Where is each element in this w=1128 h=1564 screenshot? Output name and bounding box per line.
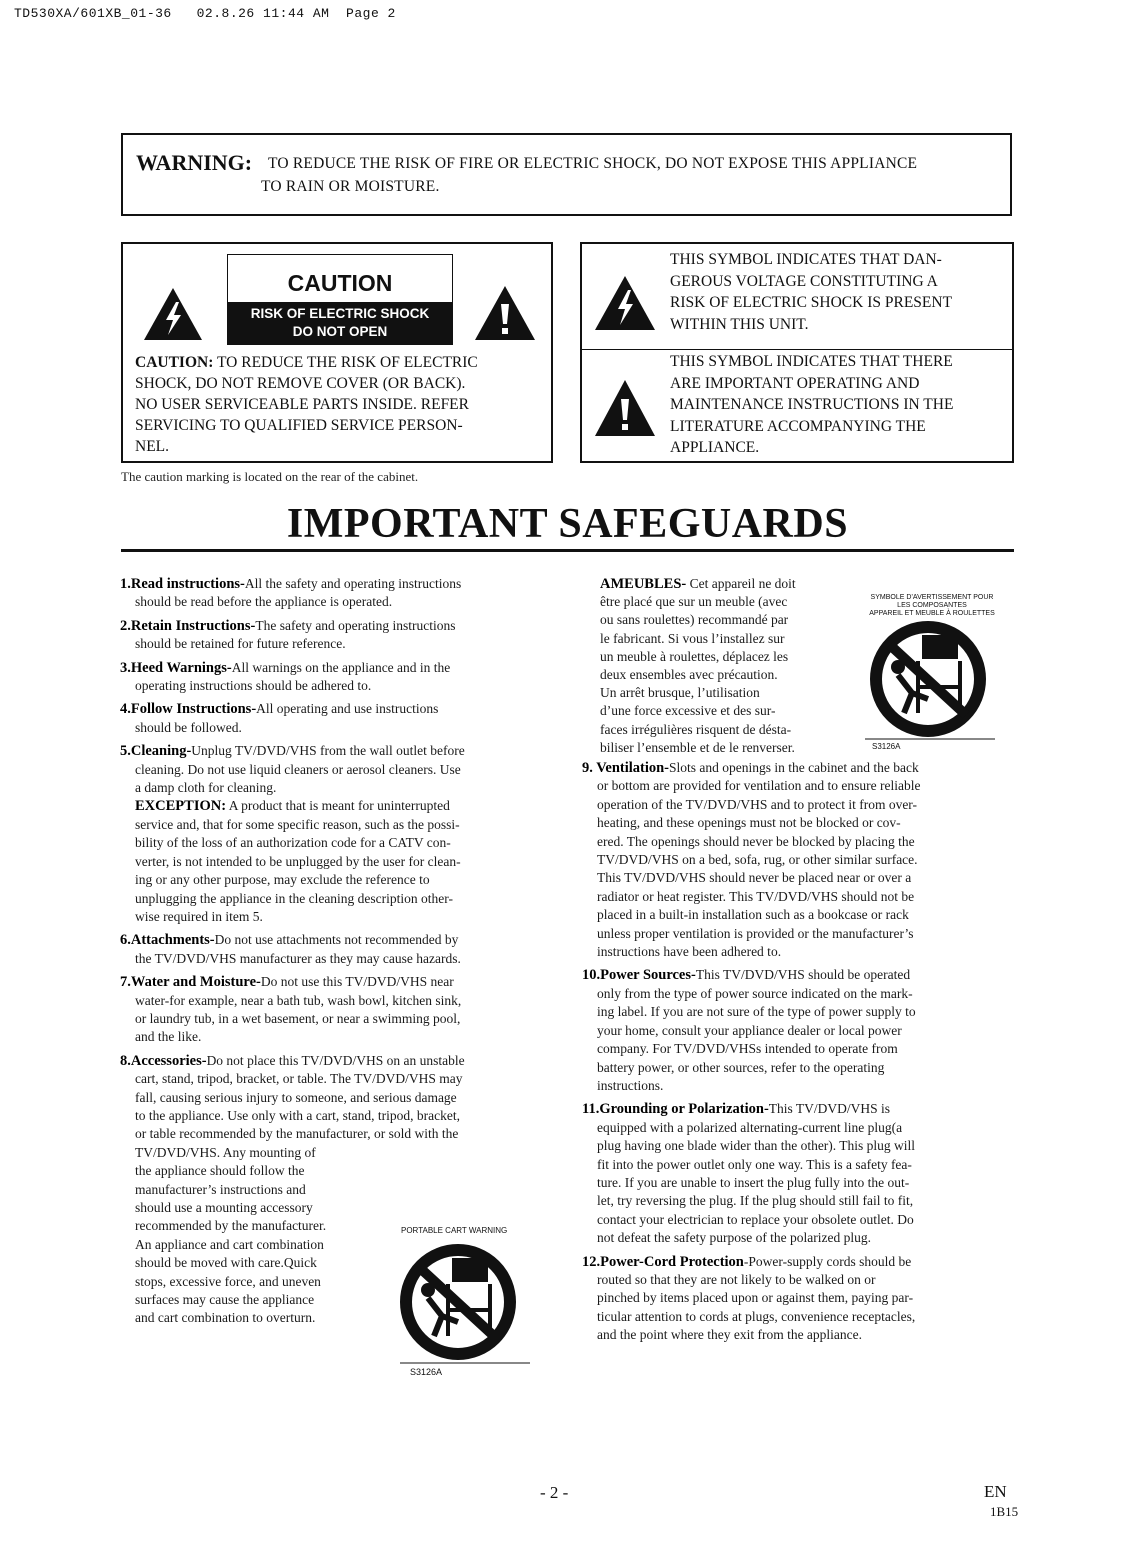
item-11-line: ture. If you are unable to insert the plug fully into the out- (597, 1174, 910, 1190)
item-9-line: placed in a built-in installation such as a bookcase or rack (597, 907, 909, 923)
caution-text-lead: CAUTION: (135, 354, 214, 371)
instructions-line-1: THIS SYMBOL INDICATES THAT THERE (670, 353, 953, 370)
item-6-heading: 6.Attachments- (120, 932, 215, 949)
item-11-line: not defeat the safety purpose of the polarized plug. (597, 1230, 872, 1246)
safeguard-item-10 (582, 966, 1022, 1095)
item-4-line: All operating and use instructions (256, 701, 439, 717)
safeguard-item-3 (120, 659, 560, 696)
item-9-line: unless proper ventilation is provided or the manufacturer’s (597, 925, 914, 941)
item-8-heading: 8.Accessories- (120, 1052, 207, 1069)
item-1-line: should be read before the appliance is operated. (135, 594, 393, 610)
french-line: Un arrêt brusque, l’utilisation (600, 685, 760, 701)
safeguard-item-12 (582, 1253, 1022, 1345)
caution-label (227, 254, 453, 345)
item-2-line: should be retained for future reference. (135, 636, 346, 652)
safeguard-item-1 (120, 575, 560, 612)
exclamation-triangle-icon (593, 378, 657, 438)
item-5-line: cleaning. Do not use liquid cleaners or aerosol cleaners. Use (135, 761, 461, 777)
item-11-line: plug having one blade wider than the other). This plug will (597, 1138, 916, 1154)
page-number: - 2 - (540, 1483, 569, 1502)
item-5-heading: 5.Cleaning- (120, 743, 192, 760)
symbol-divider (582, 349, 1012, 350)
warning-box (121, 133, 1012, 216)
french-figure-code: S3126A (872, 742, 901, 751)
item-6-line: Do not use attachments not recommended by (214, 932, 459, 948)
cart-warning-icon (400, 1238, 535, 1378)
item-10-line: ing label. If you are not sure of the type of power supply to (597, 1004, 916, 1020)
exception-line: verter, is not intended to be unplugged by the user for clean- (135, 853, 461, 869)
caution-text (135, 352, 545, 457)
item-8-line: should be moved with care.Quick (135, 1255, 317, 1271)
exception-line: bility of the loss of an authorization code for a CATV con- (135, 835, 451, 851)
item-9-line: This TV/DVD/VHS should never be placed near or over a (597, 870, 912, 886)
caution-label-band (228, 302, 452, 344)
french-line: deux ensembles avec précaution. (600, 667, 778, 683)
voltage-symbol-text (670, 249, 1010, 335)
instructions-line-4: LITERATURE ACCOMPANYING THE (670, 417, 926, 435)
caution-label-title: CAUTION (287, 270, 393, 296)
voltage-line-2: GEROUS VOLTAGE CONSTITUTING A (670, 272, 938, 290)
language-code: EN (984, 1482, 1007, 1501)
item-4-line: should be followed. (135, 719, 242, 735)
french-line: ou sans roulettes) recommandé par (600, 612, 789, 628)
item-10-line: This TV/DVD/VHS should be operated (695, 967, 911, 983)
item-7-line: and the like. (135, 1029, 202, 1045)
exception-line: wise required in item 5. (135, 908, 263, 924)
lightning-triangle-icon (142, 286, 204, 342)
french-line: être placé que sur un meuble (avec (600, 594, 788, 610)
french-line: biliser l’ensemble et de le renverser. (600, 739, 795, 755)
item-8-line: or table recommended by the manufacturer, or sold with the (135, 1126, 459, 1142)
item-3-heading: 3.Heed Warnings- (120, 659, 232, 676)
warning-lead: WARNING: (136, 150, 253, 175)
item-8-line: the appliance should follow the (135, 1163, 305, 1179)
item-5-line: a damp cloth for cleaning. (135, 780, 277, 796)
item-9-line: operation of the TV/DVD/VHS and to protect it from over- (597, 796, 918, 812)
item-5-line: Unplug TV/DVD/VHS from the wall outlet before (191, 743, 465, 759)
item-8-line: should use a mounting accessory (135, 1200, 313, 1215)
item-7-line: Do not use this TV/DVD/VHS near (260, 974, 454, 990)
french-cart-warning-icon (860, 615, 995, 755)
item-11-line: contact your electrician to replace your obsolete outlet. Do (597, 1211, 914, 1227)
document-code: 1B15 (990, 1504, 1019, 1519)
french-cart-warning (600, 575, 845, 757)
item-10-line: your home, consult your appliance dealer or local power (597, 1022, 902, 1038)
caution-band-line-2: DO NOT OPEN (292, 324, 388, 339)
right-column (582, 759, 1022, 1350)
item-8-line: cart, stand, tripod, bracket, or table. The TV/DVD/VHS may (135, 1071, 463, 1087)
item-9-line: radiator or heat register. This TV/DVD/VHS should not be (597, 888, 915, 904)
item-12-heading: 12.Power-Cord Protection (582, 1253, 744, 1270)
item-8-line: TV/DVD/VHS. Any mounting of (135, 1144, 316, 1160)
exception-heading: EXCEPTION: (135, 798, 227, 815)
item-8-line: Do not place this TV/DVD/VHS on an unstable (206, 1052, 465, 1068)
caution-box (121, 242, 553, 463)
item-8-line: manufacturer’s instructions and (135, 1181, 306, 1197)
safeguard-item-7 (120, 973, 560, 1047)
item-9-line: Slots and openings in the cabinet and the back (669, 760, 919, 775)
item-11-line: let, try reversing the plug. If the plug should still fail to fit, (597, 1193, 914, 1209)
french-caption-line: APPAREIL ET MEUBLE À ROULETTES (869, 610, 995, 617)
item-12-line: ticular attention to cords at plugs, convenience receptacles, (597, 1308, 916, 1324)
exception-line: A product that is meant for uninterrupted (228, 798, 450, 814)
french-line: faces irrégulières risquent de désta- (600, 721, 792, 737)
voltage-line-1: THIS SYMBOL INDICATES THAT DAN- (670, 251, 942, 268)
warning-line-1: TO REDUCE THE RISK OF FIRE OR ELECTRIC SHOCK, DO NOT EXPOSE THIS APPLIANCE (268, 155, 918, 172)
french-line: d’une force excessive et des sur- (600, 703, 776, 719)
french-line: le fabricant. Si vous l’installez sur (600, 630, 785, 646)
title-rule (121, 549, 1014, 552)
instructions-line-3: MAINTENANCE INSTRUCTIONS IN THE (670, 396, 954, 413)
item-8-line: and cart combination to overturn. (135, 1310, 316, 1326)
safeguard-item-11 (582, 1100, 1022, 1247)
item-9-line: TV/DVD/VHS on a bed, sofa, rug, or other similar surface. (597, 852, 918, 868)
cart-warning-caption: PORTABLE CART WARNING (401, 1226, 508, 1235)
exclamation-triangle-icon (473, 284, 537, 342)
item-3-line: operating instructions should be adhered to. (135, 678, 372, 694)
french-caption-line: LES COMPOSANTES (897, 602, 967, 609)
warning-line-2: TO RAIN OR MOISTURE. (261, 178, 440, 195)
item-8-line: fall, causing serious injury to someone, and serious damage (135, 1089, 457, 1105)
item-8-line: surfaces may cause the appliance (135, 1292, 315, 1308)
item-7-line: water-for example, near a bath tub, wash bowl, kitchen sink, (135, 992, 462, 1008)
item-9-heading: 9. Ventilation- (582, 760, 670, 776)
item-11-line: equipped with a polarized alternating-current line plug(a (597, 1119, 903, 1135)
instructions-line-5: APPLIANCE. (670, 439, 760, 456)
french-line: un meuble à roulettes, déplacez les (600, 648, 789, 664)
item-10-line: only from the type of power source indicated on the mark- (597, 985, 913, 1001)
caution-note: The caution marking is located on the rear of the cabinet. (121, 469, 419, 484)
item-4-heading: 4.Follow Instructions- (120, 701, 257, 718)
item-7-heading: 7.Water and Moisture- (120, 974, 261, 991)
item-6-line: the TV/DVD/VHS manufacturer as they may cause hazards. (135, 950, 461, 966)
item-11-line: fit into the power outlet only one way. This is a safety fea- (597, 1156, 912, 1172)
item-10-line: battery power, or other sources, refer to the operating (597, 1059, 885, 1075)
item-12-line: and the point where they exit from the appliance. (597, 1327, 863, 1343)
item-11-heading: 11.Grounding or Polarization- (582, 1101, 769, 1118)
caution-text-line-5: NEL. (135, 438, 170, 455)
french-heading: AMEUBLES- (600, 576, 687, 592)
item-12-line: -Power-supply cords should be (743, 1253, 912, 1269)
instructions-symbol-text (670, 351, 1010, 459)
cart-figure-code: S3126A (410, 1367, 443, 1377)
item-10-line: instructions. (597, 1077, 664, 1093)
exception-line: ing or any other purpose, may exclude the reference to (135, 872, 430, 888)
exception-line: service and, that for some specific reason, such as the possi- (135, 816, 460, 832)
caution-text-line-2: SHOCK, DO NOT REMOVE COVER (OR BACK). (135, 375, 466, 392)
page-title: IMPORTANT SAFEGUARDS (286, 501, 849, 547)
caution-text-line-3: NO USER SERVICEABLE PARTS INSIDE. REFER (135, 396, 469, 413)
item-3-line: All warnings on the appliance and in the (231, 659, 451, 675)
print-header: TD530XA/601XB_01-36 02.8.26 11:44 AM Page 2 (14, 6, 396, 21)
item-10-heading: 10.Power Sources- (582, 967, 696, 984)
safeguard-item-6 (120, 931, 560, 968)
caution-text-line-4: SERVICING TO QUALIFIED SERVICE PERSON- (135, 417, 463, 434)
item-2-line: The safety and operating instructions (255, 617, 456, 633)
item-2-heading: 2.Retain Instructions- (120, 617, 256, 634)
symbol-explanation-box (580, 242, 1014, 463)
instructions-line-2: ARE IMPORTANT OPERATING AND (670, 374, 920, 392)
item-8-line: to the appliance. Use only with a cart, stand, tripod, bracket, (135, 1107, 461, 1123)
item-8-line: stops, excessive force, and uneven (135, 1273, 321, 1289)
item-10-line: company. For TV/DVD/VHSs intended to operate from (597, 1041, 898, 1057)
item-9-line: instructions have been adhered to. (597, 944, 782, 960)
item-7-line: or laundry tub, in a wet basement, or near a swimming pool, (135, 1010, 461, 1026)
french-line: Cet appareil ne doit (689, 576, 796, 591)
caution-text-line-1: TO REDUCE THE RISK OF ELECTRIC (216, 354, 478, 371)
item-8-line: An appliance and cart combination (135, 1236, 324, 1252)
safeguard-item-2 (120, 617, 560, 654)
item-9-line: heating, and these openings must not be blocked or cov- (597, 815, 901, 831)
item-1-heading: 1.Read instructions- (120, 576, 245, 592)
exception-line: unplugging the appliance in the cleaning description other- (135, 890, 454, 906)
safeguard-item-5 (120, 742, 560, 926)
item-12-line: pinched by items placed upon or against them, paying par- (597, 1290, 914, 1306)
voltage-line-4: WITHIN THIS UNIT. (670, 315, 809, 333)
item-12-line: routed so that they are not likely to be walked on or (597, 1271, 876, 1287)
item-11-line: This TV/DVD/VHS is (768, 1101, 891, 1117)
french-caption-line: SYMBOLE D’AVERTISSEMENT POUR (870, 594, 994, 601)
safeguard-item-4 (120, 700, 560, 737)
left-column (120, 575, 560, 1333)
voltage-line-3: RISK OF ELECTRIC SHOCK IS PRESENT (670, 294, 953, 311)
item-9-line: ered. The openings should never be blocked by placing the (597, 833, 915, 849)
item-8-line: recommended by the manufacturer. (135, 1218, 327, 1234)
item-1-line: All the safety and operating instructions (244, 576, 462, 591)
caution-band-line-1: RISK OF ELECTRIC SHOCK (250, 306, 430, 321)
lightning-triangle-icon (593, 274, 657, 332)
safeguard-item-9 (582, 759, 1022, 961)
item-9-line: or bottom are provided for ventilation and to ensure reliable (597, 778, 921, 794)
